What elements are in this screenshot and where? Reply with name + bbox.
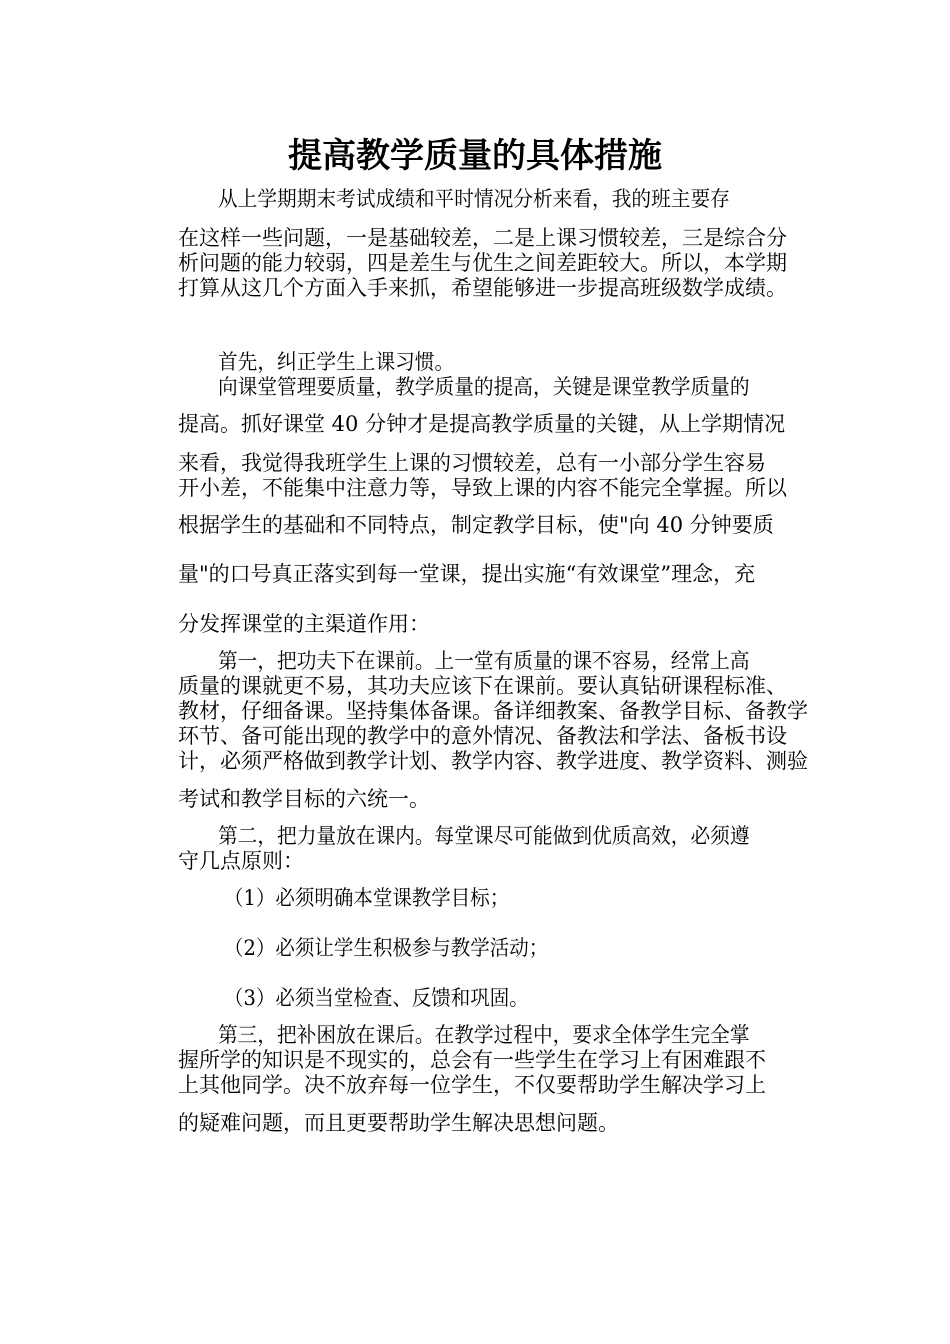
- document-title: 提高教学质量的具体措施: [288, 136, 662, 176]
- paragraph-line: 的疑难问题，而且更要帮助学生解决思想问题。: [178, 1111, 619, 1135]
- paragraph-line: 在这样一些问题，一是基础较差，二是上课习惯较差，三是综合分: [178, 226, 787, 250]
- paragraph-line: 环节、备可能出现的教学中的意外情况、备教法和学法、备板书设: [178, 724, 787, 748]
- paragraph-line: 首先，纠正学生上课习惯。: [218, 350, 455, 374]
- paragraph-line: 考试和教学目标的六统一。: [178, 787, 430, 811]
- paragraph-line: 量"的口号真正落实到每一堂课，提出实施“有效课堂”理念，充: [178, 562, 756, 586]
- paragraph-line: 来看，我觉得我班学生上课的习惯较差，总有一小部分学生容易: [178, 451, 766, 475]
- paragraph-line: 计，必须严格做到教学计划、教学内容、教学进度、教学资料、测验: [178, 749, 808, 773]
- paragraph-line: 打算从这几个方面入手来抓，希望能够进一步提高班级数学成绩。: [178, 276, 787, 300]
- paragraph-line: 教材，仔细备课。坚持集体备课。备详细教案、备教学目标、备教学: [178, 699, 808, 723]
- list-item: （2）必须让学生积极参与教学活动；: [224, 936, 549, 960]
- paragraph-line: 守几点原则：: [178, 849, 304, 873]
- list-item: （1）必须明确本堂课教学目标；: [224, 886, 510, 910]
- paragraph-line: 第三，把补困放在课后。在教学过程中，要求全体学生完全掌: [218, 1023, 750, 1047]
- paragraph-line: 从上学期期末考试成绩和平时情况分析来看，我的班主要存: [218, 187, 730, 211]
- paragraph-line: 握所学的知识是不现实的，总会有一些学生在学习上有困难跟不: [178, 1048, 766, 1072]
- paragraph-line: 开小差，不能集中注意力等，导致上课的内容不能完全掌握。所以: [178, 476, 787, 500]
- paragraph-line: 析问题的能力较弱，四是差生与优生之间差距较大。所以，本学期: [178, 251, 787, 275]
- paragraph-line: 根据学生的基础和不同特点，制定教学目标，使"向 40 分钟要质: [178, 513, 774, 537]
- paragraph-line: 提高。抓好课堂 40 分钟才是提高教学质量的关键，从上学期情况: [178, 412, 786, 436]
- paragraph-line: 向课堂管理要质量，教学质量的提高，关键是课堂教学质量的: [218, 375, 750, 399]
- list-item: （3）必须当堂检查、反馈和巩固。: [224, 986, 529, 1010]
- paragraph-line: 上其他同学。决不放弃每一位学生，不仅要帮助学生解决学习上: [178, 1073, 766, 1097]
- paragraph-line: 第二，把力量放在课内。每堂课尽可能做到优质高效，必须遵: [218, 824, 750, 848]
- paragraph-line: 质量的课就更不易，其功夫应该下在课前。要认真钻研课程标准、: [178, 674, 787, 698]
- paragraph-line: 第一，把功夫下在课前。上一堂有质量的课不容易，经常上高: [218, 649, 750, 673]
- paragraph-line: 分发挥课堂的主渠道作用：: [178, 612, 430, 636]
